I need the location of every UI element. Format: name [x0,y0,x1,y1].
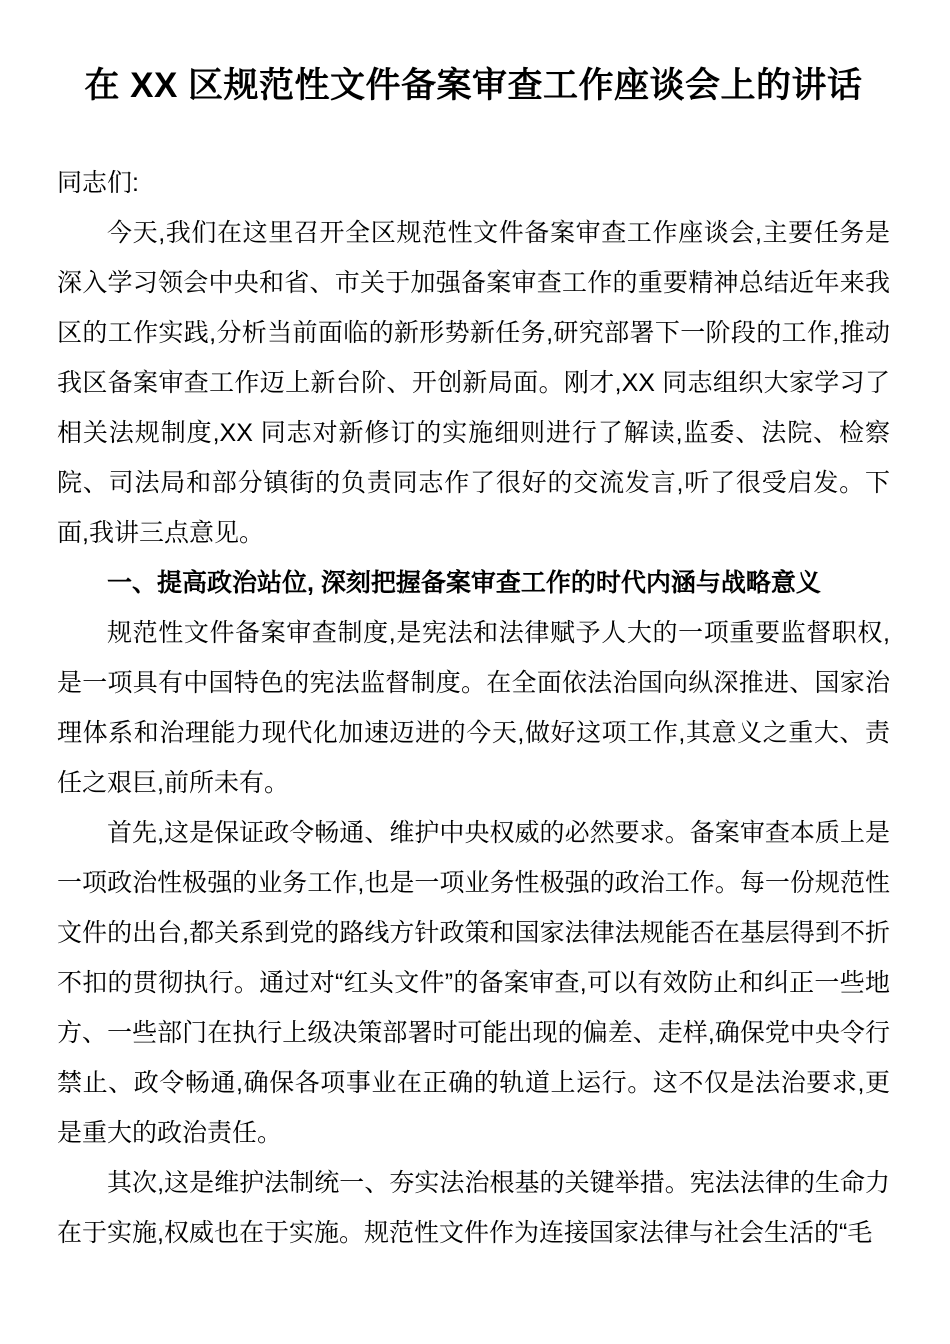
paragraph-first-point: 首先,这是保证政令畅通、维护中央权威的必然要求。备案审查本质上是一项政治性极强的业务工作,也是一项业务性极强的政治工作。每一份规范性文件的出台,都关系到党的路线方针政策和国家法律法规能否在基层得到不折不扣的贯彻执行。通过对“红头文件”的备案审查,可以有效防止和纠正一些地方、一些部门在执行上级决策部署时可能出现的偏差、走样,确保党中央令行禁止、政令畅通,确保各项事业在正确的轨道上运行。这不仅是法治要求,更是重大的政治责任。 [57,819,890,1148]
paragraph-second-point: 其次,这是维护法制统一、夯实法治根基的关键举措。宪法法律的生命力在于实施,权威也在于实施。规范性文件作为连接国家法律与社会生活的“毛 [57,1169,890,1248]
section-heading-1: 一、提高政治站位, 深刻把握备案审查工作的时代内涵与战略意义 [107,569,821,598]
salutation: 同志们: [57,169,139,198]
paragraph-opening: 今天,我们在这里召开全区规范性文件备案审查工作座谈会,主要任务是深入学习领会中央和省、市关于加强备案审查工作的重要精神总结近年来我区的工作实践,分析当前面临的新形势新任务,研究部署下一阶段的工作,推动我区备案审查工作迈上新台阶、开创新局面。刚才,XX 同志组织大家学习了相关法规制度,XX 同志对新修订的实施细则进行了解读,监委、法院、检察院、司法局和部分镇街的负责同志作了很好的交流发言,听了很受启发。下面,我讲三点意见。 [57,219,890,548]
paragraph-significance: 规范性文件备案审查制度,是宪法和法律赋予人大的一项重要监督职权,是一项具有中国特色的宪法监督制度。在全面依法治国向纵深推进、国家治理体系和治理能力现代化加速迈进的今天,做好这项工作,其意义之重大、责任之艰巨,前所未有。 [57,619,890,798]
document-title: 在 XX 区规范性文件备案审查工作座谈会上的讲话 [84,66,863,105]
